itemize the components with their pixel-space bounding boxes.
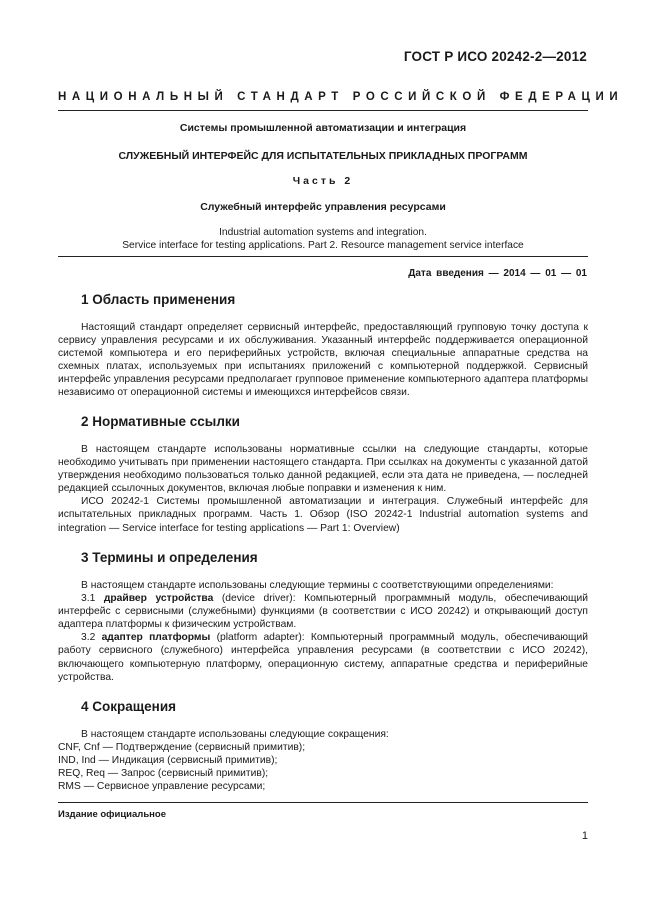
header-rule	[58, 110, 588, 111]
section-2-body	[58, 443, 588, 535]
section-3-body	[58, 579, 588, 684]
term-number: 3.1	[81, 593, 104, 605]
official-edition: Издание официальное	[58, 809, 166, 820]
section-4-body	[58, 728, 588, 793]
paragraph: В настоящем стандарте использованы нормативные ссылки на следующие стандарты, которые необходимо учитывать при применении настоящего стандарта. При ссылках на документы с указанной датой утверждения необходимо пользоваться только данной редакцией, если эта дата не приведена, — последней редакцией ссылочных документов, включая любые поправки и изменения к ним.	[58, 444, 588, 495]
subtitle: Служебный интерфейс управления ресурсами	[200, 201, 446, 213]
term-3-2	[58, 631, 588, 683]
series-title: Системы промышленной автоматизации и интеграция	[179, 122, 467, 134]
standard-number: ГОСТ Р ИСО 20242-2—2012	[403, 49, 587, 64]
paragraph: В настоящем стандарте использованы следующие сокращения:	[81, 729, 389, 740]
footer-rule	[58, 802, 588, 803]
term-name: адаптер платформы	[101, 632, 211, 644]
term-3-1	[58, 592, 588, 631]
title-rule	[58, 256, 588, 257]
section-1-body	[58, 321, 588, 400]
english-title-line-1: Industrial automation systems and integration.	[219, 227, 427, 238]
page-number: 1	[581, 830, 588, 842]
effective-date: Дата введения — 2014 — 01 — 01	[408, 268, 587, 279]
list-item: CNF, Cnf — Подтверждение (сервисный примитив);	[58, 742, 306, 754]
section-1-heading: 1 Область применения	[81, 292, 236, 307]
list-item: RMS — Сервисное управление ресурсами;	[58, 781, 266, 793]
paragraph: ИСО 20242-1 Системы промышленной автоматизации и интеграция. Служебный интерфейс для испытательных прикладных программ. Часть 1. Обзор (ISO 20242-1 Industrial automation systems and integration — Service interface for testing applications — Part 1: Overview)	[58, 496, 588, 534]
section-2-heading: 2 Нормативные ссылки	[81, 414, 240, 429]
english-title	[58, 226, 588, 252]
list-item: REQ, Req — Запрос (сервисный примитив);	[58, 768, 269, 780]
section-3-heading: 3 Термины и определения	[81, 550, 258, 565]
paragraph: В настоящем стандарте использованы следующие термины с соответствующими определениями:	[81, 580, 554, 591]
term-name: драйвер устройства	[103, 593, 214, 605]
national-standard-line: НАЦИОНАЛЬНЫЙ СТАНДАРТ РОССИЙСКОЙ ФЕДЕРАЦИИ	[58, 91, 624, 103]
term-number: 3.2	[81, 632, 102, 644]
paragraph: Настоящий стандарт определяет сервисный интерфейс, предоставляющий групповую точку доступа к сервису управления ресурсами и их обслуживания. Указанный интерфейс поддерживается операционной системой компьютера и его периферийных устройств, включая специальные аппаратные средства на схемных платах, используемых при испытаниях приложений с компьютерной поддержкой. Сервисный интерфейс управления ресурсами предполагает групповое применение компьютерного адаптера платформы независимо от операционной системы и имеющихся интерфейсов связи.	[58, 322, 588, 399]
list-item: IND, Ind — Индикация (сервисный примитив);	[58, 755, 278, 767]
english-title-line-2: Service interface for testing applications. Part 2. Resource management service interface	[122, 240, 524, 251]
part-label: Часть 2	[292, 175, 354, 187]
term-definition: (platform adapter): Компьютерный программный модуль, обеспечивающий работу сервисного (служебного) интерфейса управления ресурсами (в соответствии с ИСО 20242), включающего компьютерную платформу, операционную систему, аппаратные средства и периферийные устройства.	[58, 632, 588, 683]
main-title: СЛУЖЕБНЫЙ ИНТЕРФЕЙС ДЛЯ ИСПЫТАТЕЛЬНЫХ ПРИКЛАДНЫХ ПРОГРАММ	[118, 150, 528, 162]
term-definition: (device driver): Компьютерный программный модуль, обеспечивающий интерфейс с сервисными (служебными) функциями (в соответствии с ИСО 20242) и открывающий доступ адаптера платформы к физическим устройствам.	[58, 593, 588, 631]
section-4-heading: 4 Сокращения	[81, 699, 176, 714]
